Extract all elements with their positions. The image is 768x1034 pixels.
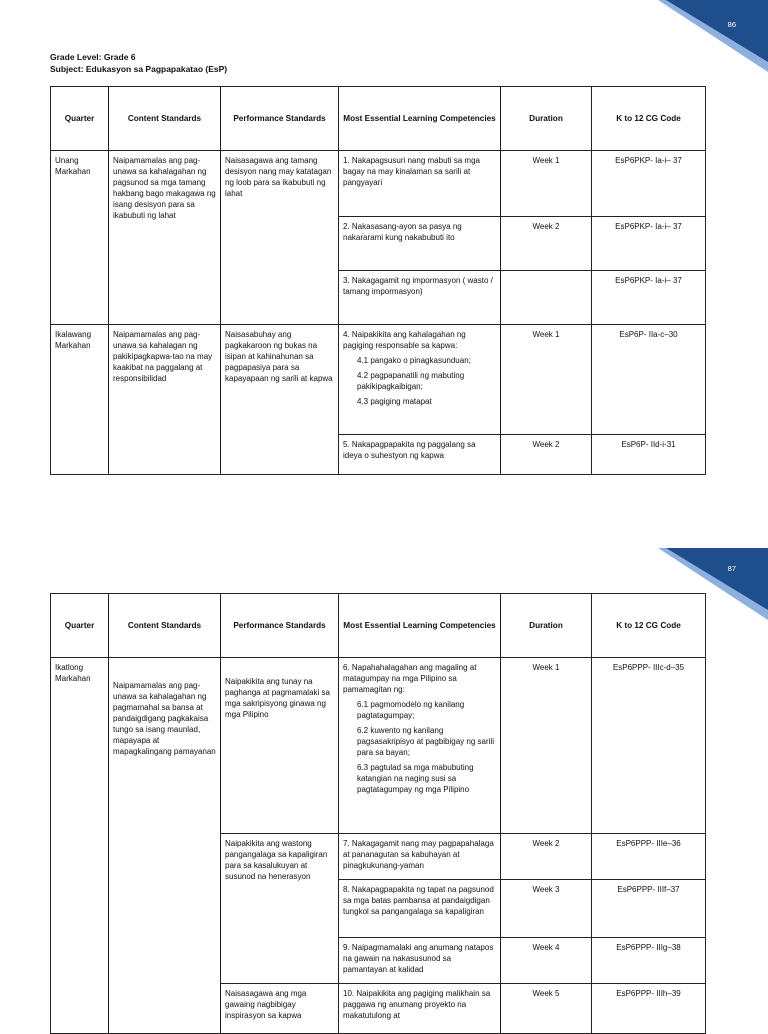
column-header: Content Standards — [109, 594, 221, 658]
page-number: 87 — [727, 564, 736, 573]
melc-cell — [339, 658, 501, 834]
melc-subitem: 4.3 pagiging matapat — [357, 397, 432, 406]
duration-cell: Week 2 — [501, 217, 592, 271]
duration-cell — [501, 271, 592, 325]
column-header: Duration — [501, 594, 592, 658]
code-cell: EsP6PKP- Ia-i– 37 — [592, 151, 706, 217]
table-row — [51, 658, 706, 834]
column-header: Performance Standards — [221, 87, 339, 151]
subject: Subject: Edukasyon sa Pagpapakatao (EsP) — [50, 64, 228, 74]
code-cell: EsP6PPP- IIIf–37 — [592, 880, 706, 938]
column-header: Duration — [501, 87, 592, 151]
performance-standard-text: Naipakikita ang tunay na paghanga at pagmamalaki sa mga sakripisyong ginawa ng mga Pilipino — [225, 677, 330, 719]
melc-cell — [339, 325, 501, 435]
melc-cell: 9. Naipagmamalaki ang anumang natapos na gawain na nakasusunod sa pamantayan at kalidad — [339, 938, 501, 984]
melc-cell: 7. Nakagagamit nang may pagpapahalaga at pananagutan sa kabuhayan at pinagkukunang-yaman — [339, 834, 501, 880]
duration-cell: Week 1 — [501, 658, 592, 834]
duration-cell: Week 2 — [501, 834, 592, 880]
code-cell: EsP6PKP- Ia-i– 37 — [592, 271, 706, 325]
code-cell: EsP6P- IId-i-31 — [592, 435, 706, 475]
melc-subitem: 6.1 pagmomodelo ng kanilang pagtatagumpay; — [357, 700, 465, 720]
melc-cell: 5. Nakapagpapakita ng paggalang sa ideya o suhestyon ng kapwa — [339, 435, 501, 475]
column-header: Quarter — [51, 594, 109, 658]
melc-subitem: 4.1 pangako o pinagkasunduan; — [357, 356, 471, 365]
content-standard-text: Naipamamalas ang pag-unawa sa kahalagahan ng pagmamahal sa bansa at pandaigdigang pagkakaisa tungo sa isang maunlad, mapayapa at mapagkalingang pamayanan — [113, 681, 216, 756]
page-number: 86 — [727, 20, 736, 29]
code-cell: EsP6PPP- IIIg–38 — [592, 938, 706, 984]
column-header: Quarter — [51, 87, 109, 151]
curriculum-table — [50, 86, 706, 475]
code-cell: EsP6P- IIa-c–30 — [592, 325, 706, 435]
performance-standard-cell: Naisasabuhay ang pagkakaroon ng bukas na isipan at kahinahunan sa pagpapasiya para sa kapayapaan ng sarili at kapwa — [221, 325, 339, 475]
page-corner-decoration — [658, 0, 768, 72]
column-header: Most Essential Learning Competencies — [339, 594, 501, 658]
content-standard-cell: Naipamamalas ang pag-unawa sa kahalagahan ng pagsunod sa mga tamang hakbang bago makagawa ng isang desisyon para sa ikabubuti ng lahat — [109, 151, 221, 325]
performance-standard-cell — [221, 658, 339, 834]
duration-cell: Week 1 — [501, 325, 592, 435]
duration-cell: Week 3 — [501, 880, 592, 938]
melc-cell: 10. Naipakikita ang pagiging malikhain sa paggawa ng anumang proyekto na makatutulong at — [339, 984, 501, 1034]
performance-standard-cell: Naisasagawa ang mga gawaing nagbibigay inspirasyon sa kapwa — [221, 984, 339, 1034]
content-standard-cell: Naipamamalas ang pag-unawa sa kahalagan ng pakikipagkapwa-tao na may kaakibat na paggalang at responsibilidad — [109, 325, 221, 475]
document-page-87 — [0, 548, 768, 1024]
table-row — [51, 325, 706, 435]
column-header: K to 12 CG Code — [592, 87, 706, 151]
melc-cell: 2. Nakasasang-ayon sa pasya ng nakararami kung nakabubuti ito — [339, 217, 501, 271]
melc-cell: 3. Nakagagamit ng impormasyon ( wasto / tamang impormasyon) — [339, 271, 501, 325]
document-header — [50, 51, 227, 75]
quarter-cell: Unang Markahan — [51, 151, 109, 325]
performance-standard-cell: Naisasagawa ang tamang desisyon nang may katatagan ng loob para sa ikabubuti ng lahat — [221, 151, 339, 325]
column-header: Performance Standards — [221, 594, 339, 658]
quarter-cell: Ikatlong Markahan — [51, 658, 109, 1034]
duration-cell: Week 5 — [501, 984, 592, 1034]
table-header-row — [51, 594, 706, 658]
column-header: Content Standards — [109, 87, 221, 151]
performance-standard-cell: Naipakikita ang wastong pangangalaga sa kapaligiran para sa kasalukuyan at susunod na henerasyon — [221, 834, 339, 984]
table-row — [51, 151, 706, 217]
grade-level: Grade Level: Grade 6 — [50, 52, 136, 62]
quarter-cell: Ikalawang Markahan — [51, 325, 109, 475]
table-header-row — [51, 87, 706, 151]
column-header: K to 12 CG Code — [592, 594, 706, 658]
curriculum-table — [50, 593, 706, 1034]
melc-text: 6. Napahahalagahan ang magaling at matagumpay na mga Pilipino sa pamamagitan ng: — [343, 663, 477, 694]
code-cell: EsP6PPP- IIIh–39 — [592, 984, 706, 1034]
column-header: Most Essential Learning Competencies — [339, 87, 501, 151]
melc-text: 4. Naipakikita ang kahalagahan ng pagiging responsable sa kapwa: — [343, 330, 466, 350]
melc-cell: 8. Nakapagpapakita ng tapat na pagsunod sa mga batas pambansa at pandaigdigan tungkol sa pangangalaga sa kapaligiran — [339, 880, 501, 938]
document-page-86 — [0, 0, 768, 505]
code-cell: EsP6PPP- IIIe–36 — [592, 834, 706, 880]
melc-subitem: 4.2 pagpapanatili ng mabuting pakikipagkaibigan; — [357, 371, 465, 391]
code-cell: EsP6PKP- Ia-i– 37 — [592, 217, 706, 271]
duration-cell: Week 2 — [501, 435, 592, 475]
content-standard-cell — [109, 658, 221, 1034]
melc-subitem: 6.2 kuwento ng kanilang pagsasakripisyo at pagbibigay ng sarili para sa bayan; — [357, 726, 494, 757]
duration-cell: Week 4 — [501, 938, 592, 984]
duration-cell: Week 1 — [501, 151, 592, 217]
melc-cell: 1. Nakapagsusuri nang mabuti sa mga bagay na may kinalaman sa sarili at pangyayari — [339, 151, 501, 217]
code-cell: EsP6PPP- IIIc-d–35 — [592, 658, 706, 834]
melc-subitem: 6.3 pagtulad sa mga mabubuting katangian na naging susi sa pagtatagumpay ng mga Pilipino — [357, 763, 474, 794]
